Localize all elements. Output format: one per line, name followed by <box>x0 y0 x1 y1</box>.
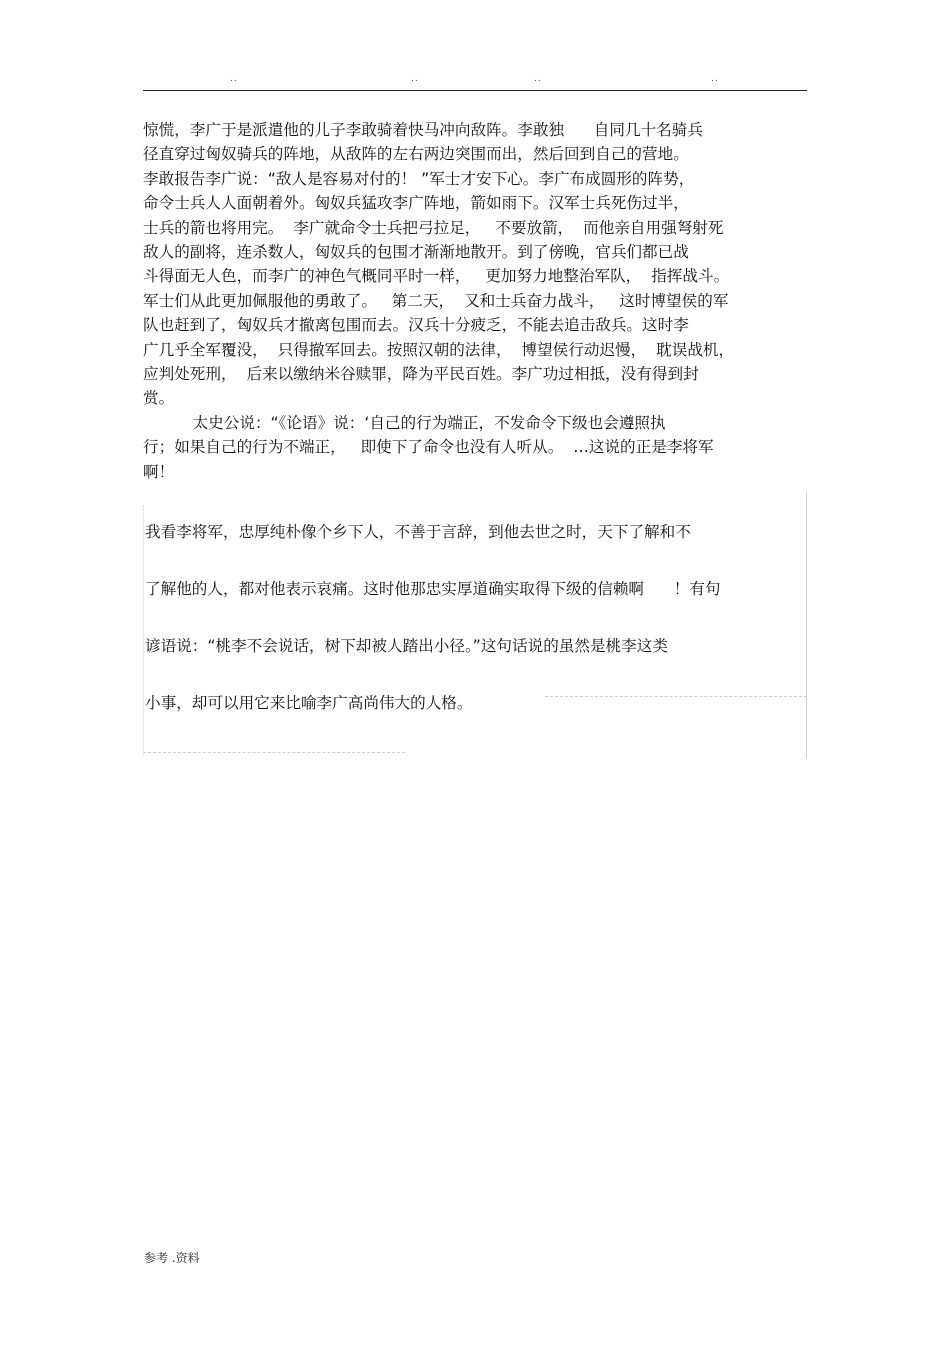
text-box-left-border <box>143 505 144 755</box>
text-line: 应判处死刑， 后来以缴纳米谷赎罪，降为平民百姓。李广功过相抵，没有得到封 <box>143 365 699 384</box>
text-line: 赏。 <box>143 389 175 408</box>
text-line: 敌人的副将，连杀数人，匈奴兵的包围才渐渐地散开。到了傍晚，官兵们都已战 <box>143 243 689 262</box>
text-line: 太史公说：“《论语》说：‘自己的行为端正，不发命令下级也会遵照执 <box>143 413 666 432</box>
main-paragraph <box>143 118 809 484</box>
text-line: 士兵的箭也将用完。 李广就命令士兵把弓拉足， 不要放箭， 而他亲自用强弩射死 <box>143 218 724 237</box>
header-mark-1: .. <box>230 74 238 84</box>
text-line: 惊慌，李广于是派遣他的儿子李敢骑着快马冲向敌阵。李敢独 自同几十名骑兵 <box>143 121 703 139</box>
text-line: 斗得面无人色，而李广的神色气概同平时一样， 更加努力地整治军队， 指挥战斗。 <box>143 267 730 286</box>
text-line: 了解他的人，都对他表示哀痛。这时他那忠实厚道确实取得下级的信赖啊 ！有句 <box>145 580 721 598</box>
text-line: 小事，却可以用它来比喻李广高尚伟大的人格。 <box>145 694 473 712</box>
text-line: 命令士兵人人面朝着外。匈奴兵猛攻李广阵地，箭如雨下。汉军士兵死伤过半， <box>143 194 689 213</box>
footer-note: 参考 .资料 <box>144 1251 200 1265</box>
text-line: 李敢报告李广说：“敌人是容易对付的！ ”军士才安下心。李广布成圆形的阵势， <box>143 169 695 188</box>
text-line: 谚语说：“桃李不会说话，树下却被人踏出小径。”这句话说的虽然是桃李这类 <box>145 637 668 655</box>
header-rule <box>143 90 807 91</box>
text-line: 军士们从此更加佩服他的勇敢了。 第二天， 又和士兵奋力战斗， 这时博望侯的军 <box>143 291 729 310</box>
text-line: 广几乎全军覆没， 只得撤军回去。按照汉朝的法律， 博望侯行动迟慢， 耽误战机， <box>143 340 735 359</box>
header-mark-4: .. <box>711 74 719 84</box>
header-mark-2: .. <box>411 74 419 84</box>
header-mark-3: .. <box>534 74 542 84</box>
text-line: 径直穿过匈奴骑兵的阵地，从敌阵的左右两边突围而出，然后回到自己的营地。 <box>143 145 689 164</box>
text-line: 我看李将军，忠厚纯朴像个乡下人，不善于言辞，到他去世之时，天下了解和不 <box>145 523 691 541</box>
boxed-paragraph <box>145 518 809 746</box>
text-box-dashed-bottom <box>143 752 405 753</box>
text-line: 行；如果自己的行为不端正， 即使下了命令也没有人听从。 …这说的正是李将军 <box>143 438 714 457</box>
text-line: 啊！ <box>143 462 175 481</box>
text-line: 队也赶到了，匈奴兵才撤离包围而去。汉兵十分疲乏，不能去追击敌兵。这时李 <box>143 316 689 335</box>
